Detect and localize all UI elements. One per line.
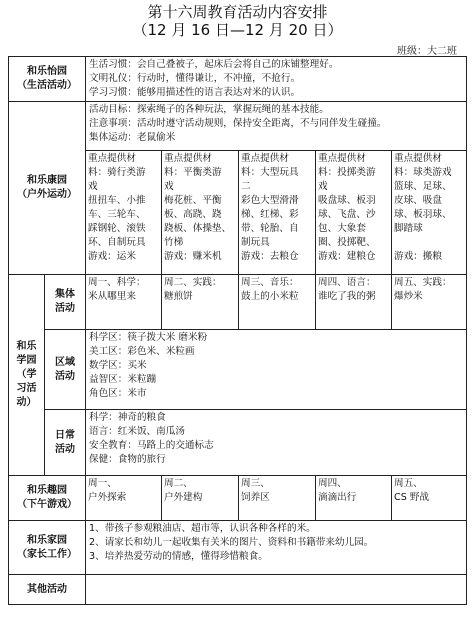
row-life — [9, 57, 467, 102]
row-outdoor-goals — [9, 102, 467, 151]
outdoor-label: 和乐康园 （户外运动） — [9, 102, 86, 275]
row-parent-work — [9, 521, 467, 575]
other-label: 其他活动 — [9, 575, 86, 605]
other-content — [86, 575, 467, 605]
row-area-activity — [9, 330, 467, 410]
area-activity-label: 区域 活动 — [45, 330, 86, 410]
play-day-thu: 周四、 滴滴出行 — [316, 476, 392, 521]
material-col-fri: 重点提供材 料：球类游戏 篮球、足球、 皮球、吸盘 球、板羽球、 脚踏球 游戏：搬粮 — [392, 151, 467, 275]
play-label: 和乐趣园 （下午游戏） — [9, 476, 86, 521]
life-label: 和乐怡园 （生活活动） — [9, 57, 86, 102]
group-day-fri: 周五、实践： 爆炒米 — [392, 275, 467, 330]
material-col-mon: 重点提供材 料：骑行类游 戏 扭扭车、小推 车、三轮车、 踩钢轮、滚铁 环、自制玩具 游戏：运米 — [86, 151, 162, 275]
play-day-mon: 周一、 户外探索 — [86, 476, 162, 521]
life-content — [86, 57, 467, 102]
group-day-wed: 周三、音乐： 鼓上的小米粒 — [239, 275, 316, 330]
group-day-thu: 周四、语言： 谁吃了我的粥 — [316, 275, 392, 330]
life-line: 学习习惯：能够用描述性的语言表达对米的认识。 — [89, 87, 301, 98]
material-col-wed: 重点提供材 料：大型玩具 二 彩色大型滑滑 梯、红梯、彩 带、轮胎、自 制玩具 游戏：去粮仓 — [239, 151, 316, 275]
class-label: 班级：大二班 — [397, 46, 457, 57]
group-day-mon: 周一、科学： 米从哪里来 — [86, 275, 162, 330]
home-content: 1、带孩子参观粮油店、超市等，认识各种各样的米。 2、请家长和幼儿一起收集有关米的图片、资料和书籍带来幼儿园。 3、培养热爱劳动的情感，懂得珍惜粮食。 — [86, 521, 467, 575]
life-line: 生活习惯：会自己叠被子，起床后会将自己的床铺整理好。 — [89, 59, 339, 70]
learn-label: 和乐学园（学习活动） — [9, 275, 45, 476]
area-activity-content: 科学区：筷子拨大米 磨米粉 美工区：彩色米、米粒画 数学区：买米 益智区：米粒蹦 角色区：米市 — [86, 330, 467, 410]
daily-activity-content: 科学：神奇的粮食 语言：红米饭、南瓜汤 安全教育：马路上的交通标志 保健：食物的旅行 — [86, 410, 467, 476]
date-range: （12 月 16 日—12 月 20 日） — [132, 21, 343, 39]
group-day-tue: 周二、实践： 糖煎饼 — [162, 275, 239, 330]
schedule-table — [8, 56, 467, 605]
play-day-wed: 周三、 饲养区 — [239, 476, 316, 521]
row-afternoon-play — [9, 476, 467, 521]
page-title: 第十六周教育活动内容安排 — [147, 3, 328, 21]
daily-activity-label: 日常 活动 — [45, 410, 86, 476]
play-day-tue: 周二、 户外建构 — [162, 476, 239, 521]
row-other — [9, 575, 467, 605]
material-col-thu: 重点提供材 料：投掷类游 戏 吸盘球、板羽 球、飞盘、沙 包、大象套 圈、投掷靶、 游戏：建粮仓 — [316, 151, 392, 275]
life-line: 文明礼仪：行动时，懂得谦让，不冲撞，不抢行。 — [89, 73, 301, 84]
group-activity-label: 集体 活动 — [45, 275, 86, 330]
outdoor-goals: 活动目标：探索绳子的各种玩法，掌握玩绳的基本技能。 注意事项：活动时遵守活动规则，保持安全距离，不与同伴发生碰撞。 集体运动：老鼠偷米 — [86, 102, 467, 151]
play-day-fri: 周五、 CS 野战 — [392, 476, 467, 521]
material-col-tue: 重点提供材 料：平衡类游 戏 梅花桩、平衡 板、高跷、跷 跷板、体操垫、 竹梯 游戏：赚米机 — [162, 151, 239, 275]
row-daily-activity — [9, 410, 467, 476]
home-label: 和乐家园 （家长工作） — [9, 521, 86, 575]
row-group-activity — [9, 275, 467, 330]
